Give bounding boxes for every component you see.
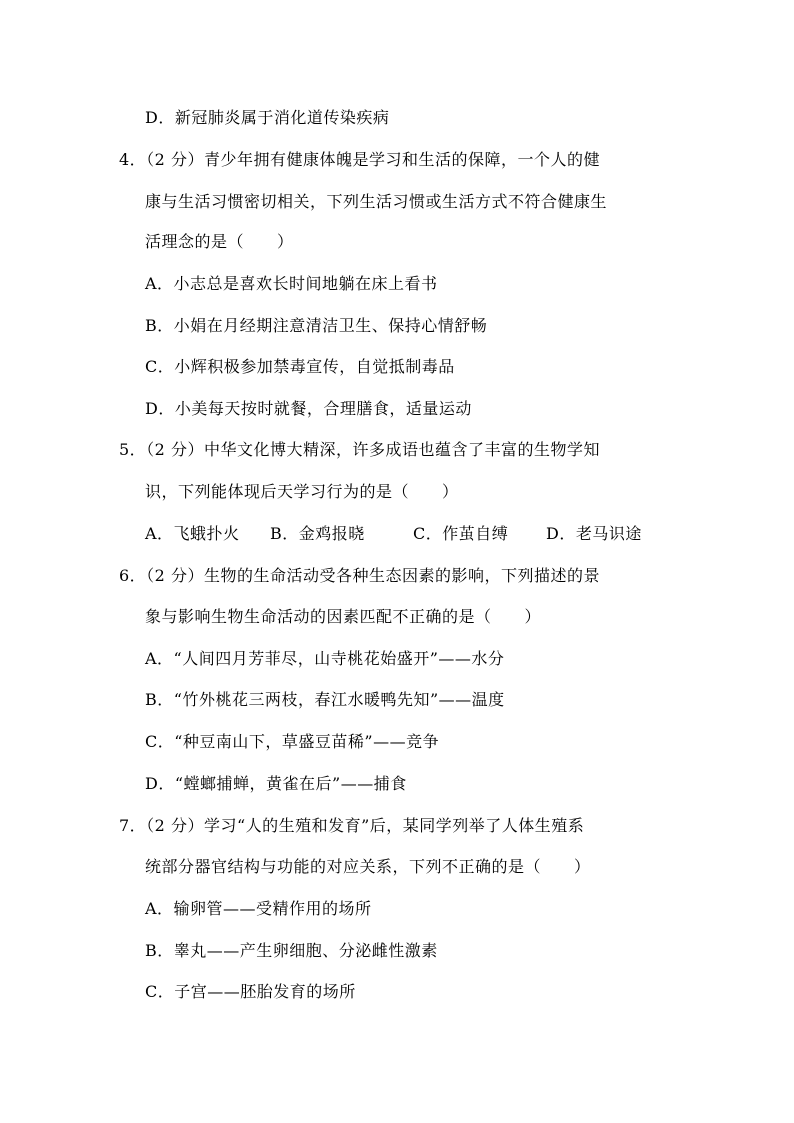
q7-option-a: A．输卵管——受精作用的场所	[145, 899, 372, 918]
q4-option-b: B．小娟在月经期注意清洁卫生、保持心情舒畅	[145, 316, 488, 335]
q6-option-d: D．“螳螂捕蝉，黄雀在后”——捕食	[145, 774, 407, 793]
q6-option-c: C．“种豆南山下，草盛豆苗稀”——竞争	[145, 732, 440, 751]
q4-option-d: D．小美每天按时就餐，合理膳食，适量运动	[145, 399, 472, 418]
q5-option-d: D．老马识途	[546, 524, 642, 543]
q4-option-c: C．小辉积极参加禁毒宣传，自觉抵制毒品	[145, 357, 455, 376]
q7-stem-line-2: 统部分器官结构与功能的对应关系，下列不正确的是（ ）	[145, 857, 591, 876]
q7-stem-line-1: 7．（2 分）学习“人的生殖和发育”后，某同学列举了人体生殖系	[119, 816, 585, 835]
q5-option-b: B．金鸡报晓	[270, 524, 365, 543]
q5-option-a: A．飞蛾扑火	[145, 524, 240, 543]
q4-stem-line-1: 4．（2 分）青少年拥有健康体魄是学习和生活的保障，一个人的健	[119, 150, 600, 169]
q6-stem-line-2: 象与影响生物生命活动的因素匹配不正确的是（ ）	[145, 607, 542, 626]
q4-stem-line-2: 康与生活习惯密切相关，下列生活习惯或生活方式不符合健康生	[145, 192, 608, 211]
q4-option-a: A．小志总是喜欢长时间地躺在床上看书	[145, 274, 438, 293]
q7-option-c: C．子宫——胚胎发育的场所	[145, 982, 356, 1001]
q5-stem-line-2: 识，下列能体现后天学习行为的是（ ）	[145, 482, 459, 501]
q6-stem-line-1: 6．（2 分）生物的生命活动受各种生态因素的影响，下列描述的景	[119, 566, 600, 585]
q3-option-d: D．新冠肺炎属于消化道传染疾病	[145, 108, 390, 127]
q5-option-c: C．作茧自缚	[413, 524, 509, 543]
q6-option-b: B．“竹外桃花三两枝，春江水暖鸭先知”——温度	[145, 690, 505, 709]
q4-stem-line-3: 活理念的是（ ）	[145, 232, 294, 251]
q5-stem-line-1: 5．（2 分）中华文化博大精深，许多成语也蕴含了丰富的生物学知	[119, 440, 600, 459]
q6-option-a: A．“人间四月芳菲尽，山寺桃花始盛开”——水分	[145, 649, 505, 668]
q7-option-b: B．睾丸——产生卵细胞、分泌雌性激素	[145, 941, 438, 960]
